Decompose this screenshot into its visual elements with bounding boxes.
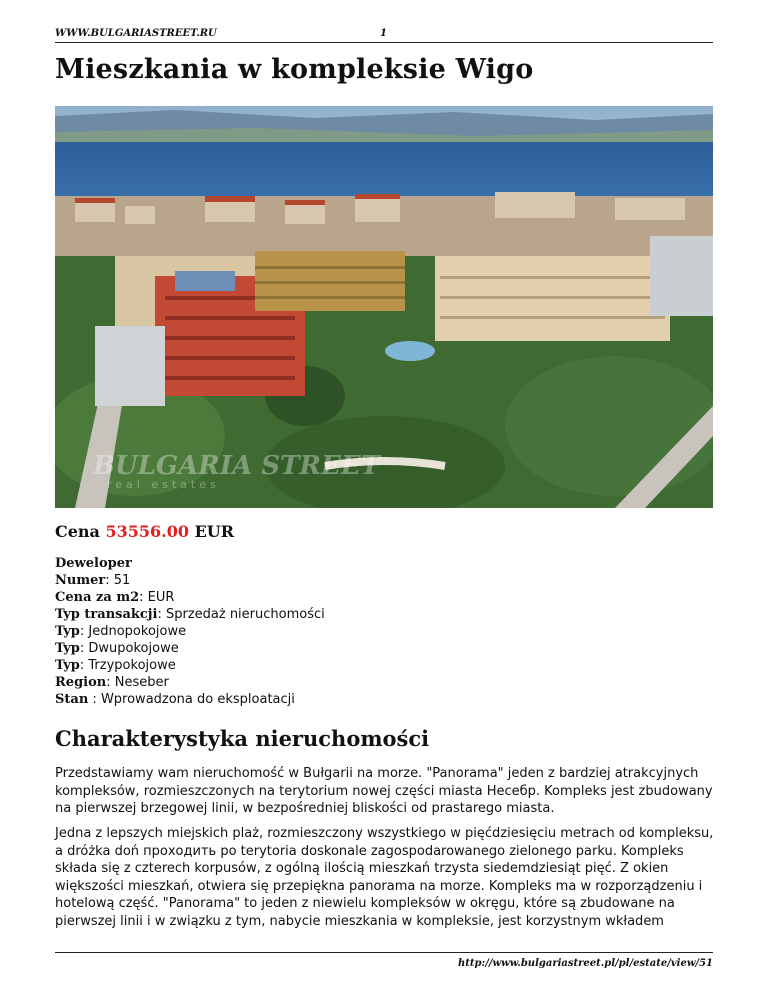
price-currency: EUR bbox=[194, 522, 235, 541]
details-list bbox=[55, 555, 325, 708]
price-value: 53556.00 bbox=[105, 522, 189, 541]
detail-row: Cena za m2: EUR bbox=[55, 590, 175, 605]
detail-row: Typ: Dwupokojowe bbox=[55, 641, 179, 656]
watermark-sub: real estates bbox=[107, 478, 220, 491]
header-site: WWW.BULGARIASTREET.RU bbox=[55, 28, 217, 39]
detail-row: Numer: 51 bbox=[55, 573, 131, 588]
detail-row: Region: Neseber bbox=[55, 675, 169, 690]
detail-row: Typ: Trzypokojowe bbox=[55, 658, 176, 673]
detail-row: Typ: Jednopokojowe bbox=[55, 624, 187, 639]
footer-url[interactable]: http://www.bulgariastreet.pl/pl/estate/view/51 bbox=[458, 958, 713, 969]
page-title: Mieszkania w kompleksie Wigo bbox=[55, 54, 534, 85]
detail-row: Stan : Wprowadzona do eksploatacji bbox=[55, 692, 295, 707]
price-line bbox=[55, 522, 234, 541]
section-heading: Charakterystyka nieruchomości bbox=[55, 726, 430, 751]
description-paragraph-1: Przedstawiamy wam nieruchomość w Bułgarii na morze. "Panorama" jeden z bardziej atrakcyjnych kompleksów, rozmieszczonych na terytorium nowej części miasta Несебр. Kompleks jest zbudowany na pierwszej brzegowej linii, w bezpośredniej bliskości od prastarego miasta. bbox=[55, 766, 713, 816]
page-footer bbox=[55, 952, 713, 969]
watermark-main: BULGARIA STREET bbox=[93, 451, 381, 481]
details-heading: Deweloper bbox=[55, 556, 132, 571]
page-number: 1 bbox=[380, 28, 387, 39]
detail-row: Typ transakcji: Sprzedaż nieruchomości bbox=[55, 607, 325, 622]
price-label: Cena bbox=[55, 522, 100, 541]
page-header bbox=[55, 28, 713, 43]
description-paragraph-2: Jedna z lepszych miejskich plaż, rozmieszczony wszystkiego w pięćdziesięciu metrach od kompleksu, a dróżka doń проходить po terytoria doskonale zagospodarowanego zielonego parku. Kompleks składa się z czterech korpusów, z ogólną ilością mieszkań trzysta siedemdziesiąt pięć. Z okien większości mieszkań, otwiera się przepiękna panorama na morze. Kompleks ma w rozporządzeniu i hotelową część. "Panorama" to jeden z niewielu kompleksów w okręgu, które są zbudowane na pierwszej linii i w związku z tym, nabycie mieszkania w kompleksie, jest korzystnym wkładem bbox=[55, 826, 714, 929]
property-photo bbox=[55, 106, 713, 508]
